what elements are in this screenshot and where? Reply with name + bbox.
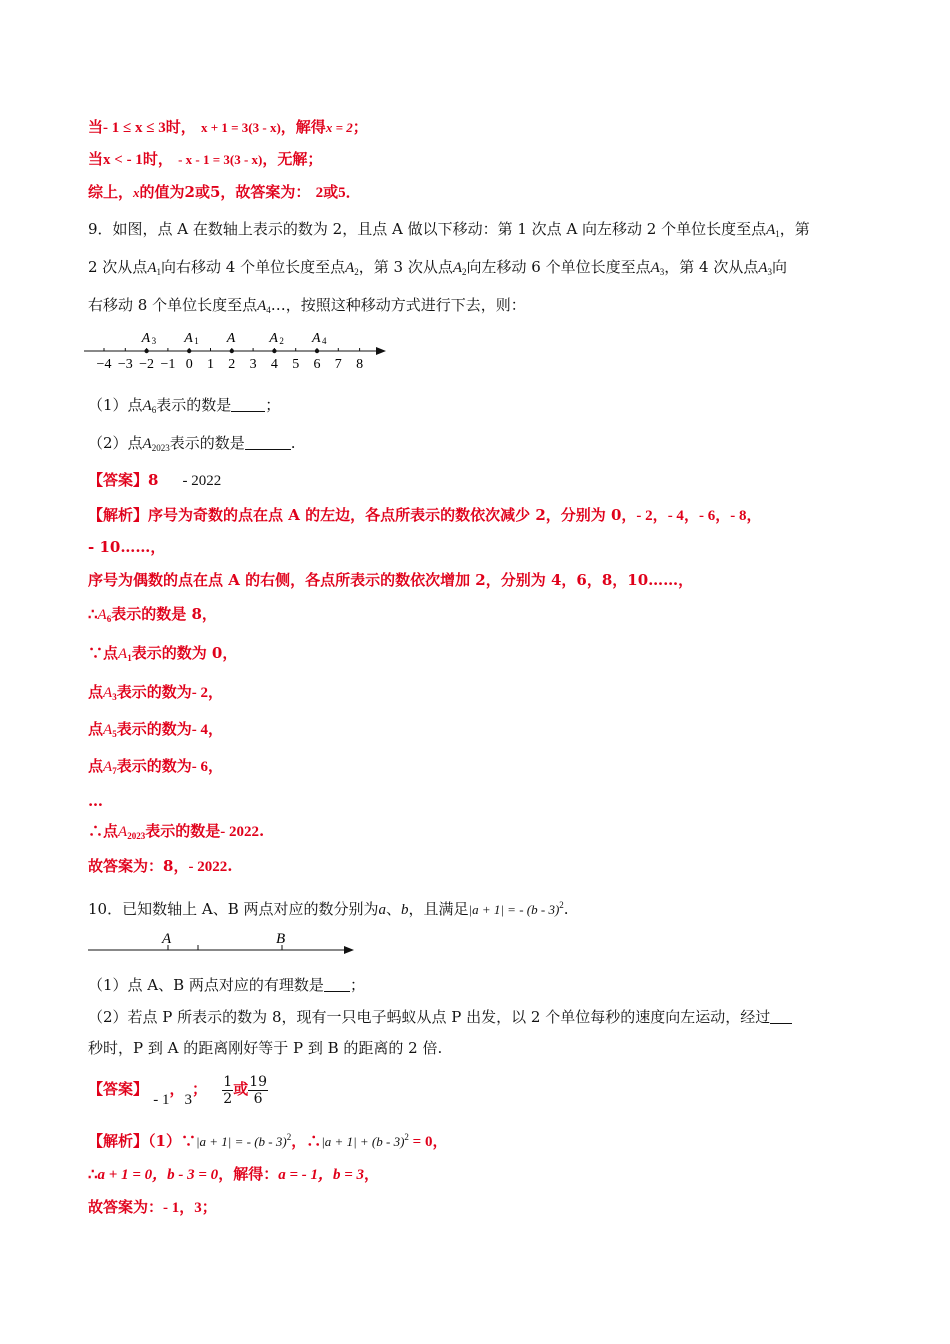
q9-analysis-5: ∵点$A_1$表示的数为 0， <box>88 644 238 663</box>
blank-answer-1[interactable] <box>231 397 265 412</box>
q10-analysis-2: ∴a + 1 = 0，b - 3 = 0，解得：a = - 1，b = 3， <box>88 1165 380 1183</box>
q9-stem-line-3: 右移动 8 个单位长度至点$A_4\dots$，按照这种移动方式进行下去，则： <box>88 296 526 315</box>
q9-stem-line-1: 9．如图，点 A 在数轴上表示的数为 2，且点 A 做以下移动：第 1 次点 A 向左移动 2 个单位长度至点$A_1$，第 <box>88 220 810 239</box>
axis-arrow <box>344 946 354 954</box>
axis-tick-label: 5 <box>292 357 300 372</box>
q9-analysis-8: 点$A_7$表示的数为- 6， <box>88 757 223 776</box>
blank-answer-3[interactable] <box>324 977 350 992</box>
label-a: A <box>162 931 172 947</box>
axis-tick-label: −1 <box>160 357 176 372</box>
axis-point-label: A <box>269 331 278 346</box>
axis-point-subscript: 4 <box>322 336 327 346</box>
q10-analysis-1: 【解析】（1）∵|a + 1| = - (b - 3)$^2$，∴|a + 1| + (b - 3)$^2$ = 0， <box>88 1132 448 1150</box>
axis-tick-label: 3 <box>249 357 257 372</box>
q9-number-line <box>80 326 400 376</box>
axis-point-label: A <box>312 331 321 346</box>
q8-line-2: 当x < - 1时， - x - 1 = 3(3 - x)，无解； <box>88 150 323 168</box>
q9-analysis-2: - 10……， <box>88 538 166 556</box>
q9-analysis-6: 点$A_3$表示的数为- 2， <box>88 683 223 702</box>
axis-tick-label: 7 <box>334 357 342 372</box>
q9-answer: 【答案】8 - 2022 <box>88 471 222 489</box>
axis-point <box>230 349 234 353</box>
q9-analysis-10: ∴点$A_{2023}$表示的数是- 2022. <box>88 822 265 841</box>
fraction-19-6: $\frac{19}{6}$ <box>249 1073 268 1107</box>
q9-analysis-4: $\therefore A_6$表示的数是 8， <box>88 605 217 624</box>
blank-answer-4[interactable] <box>770 1009 792 1024</box>
q9-part-2: （2）点$A_{2023}$表示的数是 . <box>88 434 296 453</box>
axis-tick-label: 2 <box>228 357 236 372</box>
q9-analysis-7: 点$A_5$表示的数为- 4， <box>88 720 223 739</box>
axis-point-subscript: 2 <box>279 336 284 346</box>
q9-analysis-3: 序号为偶数的点在点 A 的右侧，各点所表示的数依次增加 2，分别为 4，6，8，10……， <box>88 571 694 589</box>
axis-tick-label: −2 <box>139 357 155 372</box>
axis-point-subscript: 1 <box>194 336 199 346</box>
q10-part-1: （1）点 A、B 两点对应的有理数是 ； <box>88 976 365 994</box>
axis-point-subscript: 3 <box>151 336 157 346</box>
q8-line-1: 当- 1 ≤ x ≤ 3时， x + 1 = 3(3 - x)，解得x = 2； <box>88 118 368 136</box>
label-b: B <box>276 931 286 947</box>
axis-point <box>315 349 319 353</box>
q10-number-line <box>86 928 366 962</box>
axis-tick-label: 4 <box>270 357 278 372</box>
q10-stem: 10．已知数轴上 A、B 两点对应的数分别为a、b，且满足|a + 1| = - (b - 3)$^2$. <box>88 900 569 918</box>
q9-analysis-1: 【解析】序号为奇数的点在点 A 的左边，各点所表示的数依次减少 2，分别为 0，- 2，- 4，- 6，- 8， <box>88 506 762 524</box>
q10-answer: 【答案】 - 1，3； $\frac{1}{2}$ 或 $\frac{19}{6}$ <box>88 1073 268 1108</box>
q10-analysis-3: 故答案为：- 1，3； <box>88 1198 217 1216</box>
axis-tick-label: −3 <box>117 357 133 372</box>
axis-point <box>272 349 276 353</box>
q9-analysis-ellipsis: … <box>88 792 103 810</box>
fraction-1-2: $\frac{1}{2}$ <box>223 1073 233 1107</box>
axis-point <box>187 349 191 353</box>
axis-arrow <box>376 347 386 355</box>
blank-answer-2[interactable] <box>245 435 291 450</box>
axis-point-label: A <box>141 331 151 346</box>
axis-tick-label: 1 <box>207 357 214 372</box>
q10-part-2-line-1: （2）若点 P 所表示的数为 8，现有一只电子蚂蚁从点 P 出发，以 2 个单位每秒的速度向左运动，经过 <box>88 1006 792 1028</box>
axis-point-label: A <box>226 331 236 346</box>
axis-tick-label: 6 <box>313 357 321 372</box>
q10-part-2-line-2: 秒时，P 到 A 的距离刚好等于 P 到 B 的距离的 2 倍. <box>88 1039 443 1057</box>
axis-tick-label: −4 <box>96 357 112 372</box>
q8-line-3: 综上，x的值为2或5，故答案为： 2或5． <box>88 183 361 201</box>
axis-tick-label: 8 <box>356 357 364 372</box>
axis-point <box>144 349 148 353</box>
axis-tick-label: 0 <box>185 357 193 372</box>
axis-point-label: A <box>184 331 193 346</box>
q9-part-1: （1）点$A_6$表示的数是 ； <box>88 396 281 415</box>
q9-final-answer: 故答案为：8，- 2022. <box>88 857 233 875</box>
q9-stem-line-2: 2 次从点$A_1$向右移动 4 个单位长度至点$A_2$，第 3 次从点$A_2$向左移动 6 个单位长度至点$A_3$，第 4 次从点$A_3$向 <box>88 258 788 277</box>
